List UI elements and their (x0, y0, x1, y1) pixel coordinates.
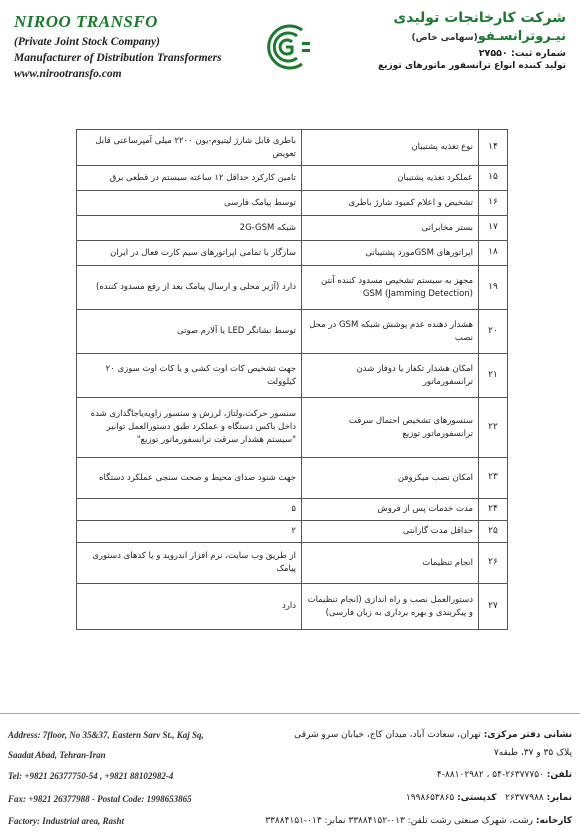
footer-divider (0, 713, 580, 714)
company-type-fa: (سهامی خاص) (411, 33, 478, 43)
factory-fa-value: رشت، شهرک صنعتی رشت تلفن: ۰۱۳-۳۳۸۸۴۱۵۲ نمابر: ۰۱۳-۳۳۸۸۴۱۵۱ (265, 816, 534, 826)
company-desc-en: Manufacturer of Distribution Transformers (14, 52, 222, 64)
spec-feature: بستر مخابراتی (302, 216, 479, 241)
fax-fa-label: نمابر: (546, 793, 572, 803)
spec-row (77, 310, 508, 354)
spec-row (77, 398, 508, 458)
tel-fa-label: تلفن: (546, 770, 572, 780)
spec-value: باطری قابل شارژ لیتیوم-یون ۲۲۰۰ میلی آمپرساعتی قابل تعویض (77, 130, 302, 166)
spec-number: ۱۷ (479, 216, 508, 241)
registration-value: ۲۷۵۵۰ (478, 48, 508, 59)
registration-number (326, 48, 566, 59)
office-fa-label: نشانی دفتر مرکزی: (483, 730, 572, 740)
tel-en: Tel: +9821 26377750-54 , +9821 88102982-4 (8, 771, 174, 781)
spec-feature: امکان هشدار تکفاز یا دوفاز شدن ترانسفورماتور (302, 354, 479, 398)
spec-row (77, 354, 508, 398)
spec-feature: هشدار دهنده عدم پوشش شبکه GSM در محل نصب (302, 310, 479, 354)
spec-feature: انجام تنظیمات (302, 543, 479, 584)
spec-row (77, 266, 508, 310)
spec-row (77, 499, 508, 521)
spec-number: ۲۳ (479, 458, 508, 499)
website-link[interactable]: www.nirootransfo.com (14, 68, 122, 80)
factory-en: Factory: Industrial area, Rasht (8, 816, 125, 826)
spec-value: توسط نشانگر LED یا آلارم صوتی (77, 310, 302, 354)
spec-number: ۲۷ (479, 584, 508, 630)
office-fa (294, 730, 572, 740)
spec-value: دارد (آژیر محلی و ارسال پیامک بعد از رفع مسدود کننده) (77, 266, 302, 310)
specs-table-container (76, 129, 508, 630)
company-name-fa-brand: نیـروترانسـفو (477, 29, 566, 44)
spec-number: ۱۸ (479, 241, 508, 266)
spec-number: ۲۵ (479, 521, 508, 543)
spec-number: ۱۵ (479, 166, 508, 191)
specs-table-body (77, 130, 508, 630)
office-fa-value: تهران، سعادت آباد، میدان کاج، خیابان سرو شرقی (294, 730, 481, 740)
company-name-en: NIROO TRANSFO (14, 12, 158, 31)
spec-row (77, 166, 508, 191)
spec-number: ۱۶ (479, 191, 508, 216)
specs-table (76, 129, 508, 630)
spec-value: سنسور حرکت،ولتاژ، لرزش و سنسور زاویه‌یاجاگذاری شده داخل باکس دستگاه و عملکرد طبق دستورالعمل توانیر "سیستم هشدار سرقت ترانسفورماتور توزیع" (77, 398, 302, 458)
company-logo-icon (262, 22, 312, 72)
company-name-fa-1: شرکت کارخانجات تولیدی (393, 10, 566, 26)
address-en-2: Saadat Abad, Tehran-Iran (8, 750, 106, 760)
spec-feature: مجهز به سیستم تشخیص مسدود کننده آنتن GSM (Jamming Detection) (302, 266, 479, 310)
spec-value: تامین کارکرد حداقل ۱۲ ساعته سیستم در قطعی برق (77, 166, 302, 191)
spec-value: شبکه 2G-GSM (77, 216, 302, 241)
spec-number: ۱۹ (479, 266, 508, 310)
spec-value: ۲ (77, 521, 302, 543)
factory-fa (265, 816, 572, 826)
spec-value: جهت تشخیص کات اوت کشی و یا کات اوت سوزی ۲۰ کیلوولت (77, 354, 302, 398)
address-en-1: Address: 7floor, No 35&37, Eastern Sarv St., Kaj Sq, (8, 730, 204, 740)
factory-fa-label: کارخانه: (535, 816, 572, 826)
spec-number: ۲۱ (479, 354, 508, 398)
spec-value: سازگار با تمامی اپراتورهای سیم کارت فعال در ایران (77, 241, 302, 266)
spec-row (77, 543, 508, 584)
spec-row (77, 191, 508, 216)
spec-row (77, 584, 508, 630)
spec-value: دارد (77, 584, 302, 630)
spec-feature: تشخیص و اعلام کمبود شارژ باطری (302, 191, 479, 216)
product-description-fa: تولید کننده انواع ترانسفور ماتورهای توزیع (377, 61, 566, 71)
tel-fa-value: ۲۶۳۷۷۷۵۰-۵۴ ، ۸۸۱۰۲۹۸۲-۴ (436, 770, 544, 780)
spec-row (77, 458, 508, 499)
spec-value: ۵ (77, 499, 302, 521)
spec-number: ۲۴ (479, 499, 508, 521)
spec-feature: سنسورهای تشخیص احتمال سرقت ترانسفورماتور توزیع (302, 398, 479, 458)
spec-row (77, 130, 508, 166)
spec-feature: عملکرد تغذیه پشتیبان (302, 166, 479, 191)
office-fa-2: پلاک ۳۵ و ۳۷، طبقه۷ (493, 748, 572, 758)
tel-fa (437, 770, 572, 780)
spec-number: ۲۰ (479, 310, 508, 354)
company-name-fa-2 (326, 29, 566, 44)
spec-feature: امکان نصب میکروفن (302, 458, 479, 499)
spec-number: ۲۶ (479, 543, 508, 584)
spec-number: ۲۲ (479, 398, 508, 458)
company-type-en: (Private Joint Stock Company) (14, 36, 160, 48)
spec-number: ۱۴ (479, 130, 508, 166)
spec-feature: مدت خدمات پس از فروش (302, 499, 479, 521)
header-en (14, 12, 264, 80)
fax-postal-fa (406, 793, 572, 803)
header-fa (326, 10, 566, 71)
spec-row (77, 241, 508, 266)
spec-feature: اپراتورهای GSMمورد پشتیبانی (302, 241, 479, 266)
registration-label: شماره ثبت: (511, 48, 566, 59)
fax-fa-value: ۲۶۳۷۷۹۸۸ (505, 793, 544, 803)
postal-fa-label: کدپستی: (457, 793, 497, 803)
spec-value: توسط پیامک فارسی (77, 191, 302, 216)
spec-feature: دستورالعمل نصب و راه اندازی (انجام تنظیمات و پیکربندی و بهره برداری به زبان فارسی) (302, 584, 479, 630)
spec-feature: حداقل مدت گارانتی (302, 521, 479, 543)
fax-en: Fax: +9821 26377988 - Postal Code: 1998653865 (8, 794, 192, 804)
postal-fa-value: ۱۹۹۸۶۵۳۸۶۵ (405, 793, 455, 803)
spec-value: جهت شنود صدای محیط و صحت سنجی عملکرد دستگاه (77, 458, 302, 499)
spec-value: از طریق وب سایت، نرم افزار اندروید و یا کدهای دستوری پیامک (77, 543, 302, 584)
spec-row (77, 521, 508, 543)
spec-feature: نوع تغذیه پشتیبان (302, 130, 479, 166)
spec-row (77, 216, 508, 241)
